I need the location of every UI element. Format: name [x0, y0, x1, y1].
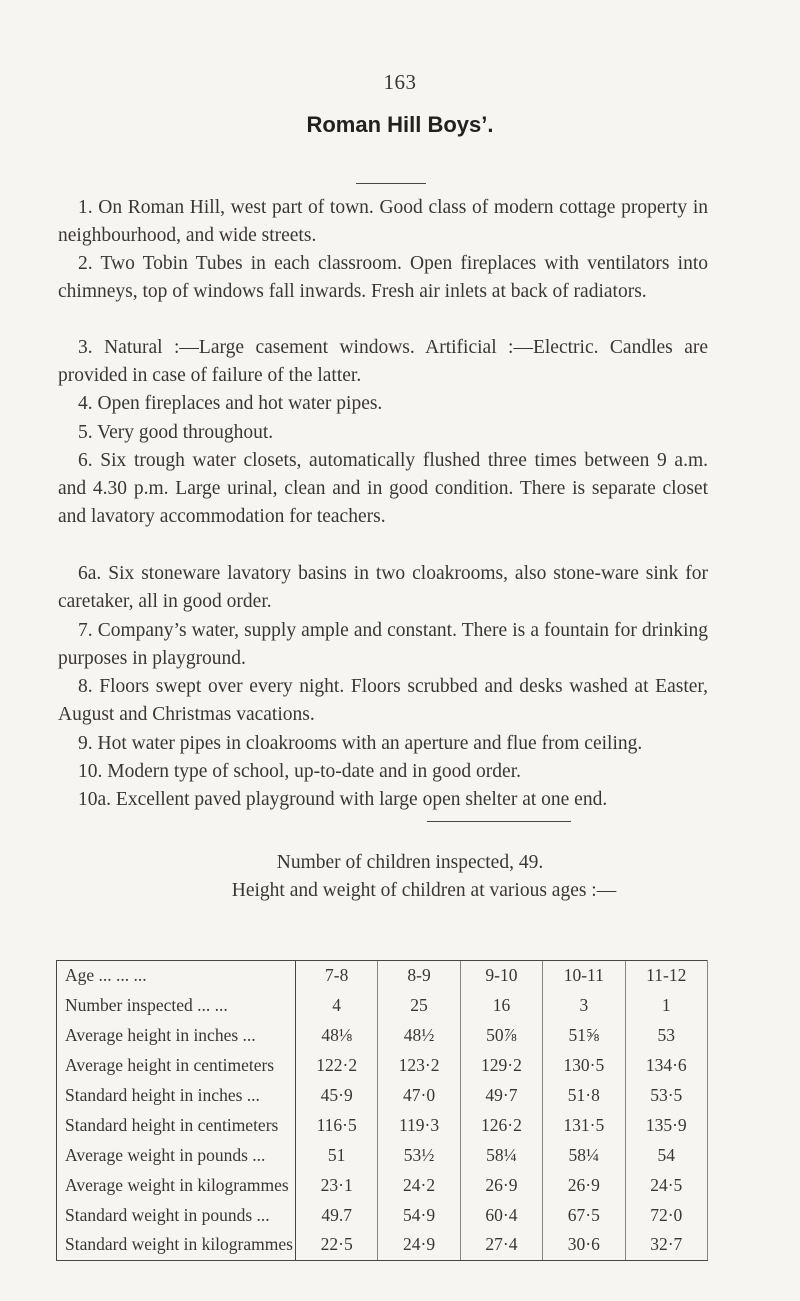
- table-cell: 4: [295, 991, 377, 1021]
- table-cell: 22·5: [295, 1230, 377, 1260]
- table-cell: 53½: [378, 1140, 460, 1170]
- paragraph-text: Hot water pipes in cloakrooms with an aperture and flue from ceiling.: [97, 733, 643, 754]
- table-cell: 23·1: [295, 1170, 377, 1200]
- paragraph-number: 1.: [78, 197, 93, 218]
- paragraph-number: 8.: [78, 676, 93, 697]
- report-paragraph: [58, 730, 708, 758]
- page-title: Roman Hill Boys’.: [306, 112, 494, 137]
- table-cell: 26·9: [460, 1170, 542, 1200]
- page-number: 163: [383, 70, 417, 94]
- table-cell: 53: [625, 1021, 707, 1051]
- table-row: [57, 1110, 708, 1140]
- row-label: Average height in inches ...: [57, 1021, 296, 1051]
- row-label: Average height in centimeters: [57, 1051, 296, 1081]
- report-paragraph: [58, 758, 708, 786]
- table-cell: 58¼: [543, 1140, 625, 1170]
- row-label: Standard height in inches ...: [57, 1081, 296, 1111]
- table-cell: 49.7: [295, 1200, 377, 1230]
- table-cell: 16: [460, 991, 542, 1021]
- paragraph-number: 6.: [78, 450, 93, 471]
- table-cell: 27·4: [460, 1230, 542, 1260]
- table-cell: 54: [625, 1140, 707, 1170]
- table-cell: 72·0: [625, 1200, 707, 1230]
- table-row: [57, 991, 708, 1021]
- table-cell: 1: [625, 991, 707, 1021]
- table-cell: 51·8: [543, 1081, 625, 1111]
- table-cell: 122·2: [295, 1051, 377, 1081]
- table-cell: 24·5: [625, 1170, 707, 1200]
- paragraph-number: 7.: [78, 620, 93, 641]
- table-cell: 25: [378, 991, 460, 1021]
- table-cell: 24·9: [378, 1230, 460, 1260]
- table-cell: 58¼: [460, 1140, 542, 1170]
- table-cell: 30·6: [543, 1230, 625, 1260]
- table-cell: 119·3: [378, 1110, 460, 1140]
- paragraph-text: Two Tobin Tubes in each classroom. Open fireplaces with ventilators into chimneys, top of windows fall inwards. Fresh air inlets at back of radiators.: [58, 253, 708, 303]
- table-cell: 49·7: [460, 1081, 542, 1111]
- paragraph-text: Very good throughout.: [97, 422, 274, 443]
- height-weight-table: [56, 960, 708, 1261]
- report-paragraph: [58, 673, 708, 729]
- paragraph-number: 9.: [78, 733, 93, 754]
- table-cell: 134·6: [625, 1051, 707, 1081]
- table-cell: 131·5: [543, 1110, 625, 1140]
- table-cell: 26·9: [543, 1170, 625, 1200]
- table-cell: 47·0: [378, 1081, 460, 1111]
- report-paragraph: [58, 786, 708, 814]
- table-cell: 48½: [378, 1021, 460, 1051]
- row-label: Standard weight in pounds ...: [57, 1200, 296, 1230]
- table-cell: 116·5: [295, 1110, 377, 1140]
- table-cell: 45·9: [295, 1081, 377, 1111]
- table-cell: 8-9: [378, 961, 460, 991]
- paragraph-number: 6a.: [78, 563, 102, 584]
- table-cell: 7-8: [295, 961, 377, 991]
- report-paragraph: [58, 447, 708, 532]
- paragraph-number: 3.: [78, 337, 93, 358]
- table-cell: 53·5: [625, 1081, 707, 1111]
- table-row: [57, 1021, 708, 1051]
- paragraph-text: Six stoneware lavatory basins in two cloakrooms, also stone-ware sink for caretaker, all in good order.: [58, 563, 709, 613]
- table-cell: 51: [295, 1140, 377, 1170]
- title-divider: [356, 183, 426, 184]
- paragraph-text: Company’s water, supply ample and constant. There is a fountain for drinking purposes in playground.: [58, 620, 708, 670]
- report-paragraph: [58, 560, 708, 616]
- table-row: [57, 1200, 708, 1230]
- table-row: [57, 1140, 708, 1170]
- table-row: [57, 1230, 708, 1260]
- table-cell: 11-12: [625, 961, 707, 991]
- table-cell: 67·5: [543, 1200, 625, 1230]
- row-label: Age ... ... ...: [57, 961, 296, 991]
- table-cell: 126·2: [460, 1110, 542, 1140]
- table-cell: 123·2: [378, 1051, 460, 1081]
- report-paragraph: [58, 617, 708, 673]
- table-row: [57, 961, 708, 991]
- row-label: Standard weight in kilogrammes: [57, 1230, 296, 1260]
- paragraph-text: Natural :—Large casement windows. Artificial :—Electric. Candles are provided in case of failure of the latter.: [58, 337, 708, 387]
- paragraph-number: 10.: [78, 761, 103, 782]
- row-label: Standard height in centimeters: [57, 1110, 296, 1140]
- table-cell: 10-11: [543, 961, 625, 991]
- paragraph-number: 5.: [78, 422, 93, 443]
- report-paragraph: [58, 419, 708, 447]
- report-paragraph: [58, 390, 708, 418]
- table-cell: 48⅛: [295, 1021, 377, 1051]
- row-label: Average weight in kilogrammes: [57, 1170, 296, 1200]
- table-cell: 9-10: [460, 961, 542, 991]
- table-cell: 135·9: [625, 1110, 707, 1140]
- children-inspected-line: Number of children inspected, 49.: [276, 852, 544, 873]
- paragraph-text: Floors swept over every night. Floors scrubbed and desks washed at Easter, August and Christmas vacations.: [58, 676, 708, 726]
- report-paragraph: [58, 250, 708, 306]
- table-cell: 32·7: [625, 1230, 707, 1260]
- table-row: [57, 1081, 708, 1111]
- table-cell: 60·4: [460, 1200, 542, 1230]
- table-cell: 129·2: [460, 1051, 542, 1081]
- paragraph-number: 2.: [78, 253, 93, 274]
- report-paragraph: [58, 194, 708, 250]
- section-divider: [427, 821, 571, 822]
- table-cell: 130·5: [543, 1051, 625, 1081]
- paragraph-text: Excellent paved playground with large open shelter at one end.: [115, 789, 608, 810]
- report-paragraph: [58, 334, 708, 390]
- paragraph-text: On Roman Hill, west part of town. Good class of modern cottage property in neighbourhood, and wide streets.: [58, 197, 708, 247]
- row-label: Number inspected ... ...: [57, 991, 296, 1021]
- row-label: Average weight in pounds ...: [57, 1140, 296, 1170]
- paragraph-text: Open fireplaces and hot water pipes.: [97, 393, 383, 414]
- table-cell: 51⅝: [543, 1021, 625, 1051]
- table-cell: 3: [543, 991, 625, 1021]
- table-cell: 54·9: [378, 1200, 460, 1230]
- paragraph-number: 10a.: [78, 789, 112, 810]
- paragraph-text: Modern type of school, up-to-date and in good order.: [107, 761, 521, 782]
- paragraph-number: 4.: [78, 393, 93, 414]
- table-row: [57, 1051, 708, 1081]
- table-row: [57, 1170, 708, 1200]
- paragraph-text: Six trough water closets, automatically flushed three times between 9 a.m. and 4.30 p.m. Large urinal, clean and in good condition. There is separate closet and lavatory accommodation for teachers.: [58, 450, 709, 528]
- table-cell: 24·2: [378, 1170, 460, 1200]
- table-caption: Height and weight of children at various ages :—: [231, 880, 617, 901]
- table-cell: 50⅞: [460, 1021, 542, 1051]
